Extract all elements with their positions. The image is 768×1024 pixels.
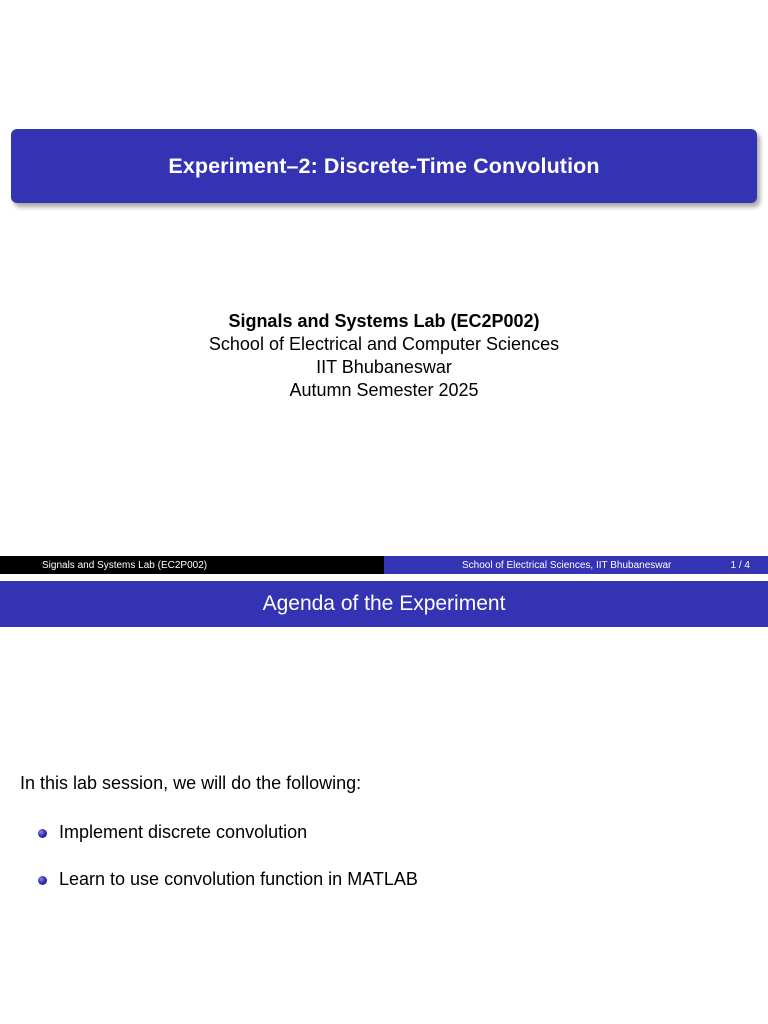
course-name: Signals and Systems Lab (EC2P002): [228, 311, 540, 331]
course-info: [0, 310, 768, 402]
footer-right-panel: [384, 556, 768, 574]
list-item: [38, 867, 418, 891]
list-item-text: Implement discrete convolution: [59, 821, 308, 842]
footer-institution: School of Electrical Sciences, IIT Bhubaneswar: [462, 559, 672, 571]
footer-left-panel: [0, 556, 384, 574]
semester: Autumn Semester 2025: [289, 380, 479, 400]
agenda-intro: In this lab session, we will do the following:: [20, 773, 362, 793]
bullet-icon: [38, 876, 47, 885]
school-name: School of Electrical and Computer Sciences: [208, 334, 560, 354]
institute-name: IIT Bhubaneswar: [316, 357, 452, 377]
footer-page-number: 1 / 4: [730, 559, 750, 571]
agenda-list: [38, 820, 418, 914]
presentation-title: Experiment–2: Discrete-Time Convolution: [168, 153, 600, 178]
list-item-text: Learn to use convolution function in MATLAB: [59, 868, 418, 889]
agenda-header: [0, 581, 768, 627]
footer-course: Signals and Systems Lab (EC2P002): [42, 559, 208, 571]
agenda-title: Agenda of the Experiment: [262, 592, 506, 615]
bullet-icon: [38, 829, 47, 838]
title-banner: [11, 129, 757, 203]
list-item: [38, 820, 418, 844]
slide-footer: [0, 556, 768, 574]
